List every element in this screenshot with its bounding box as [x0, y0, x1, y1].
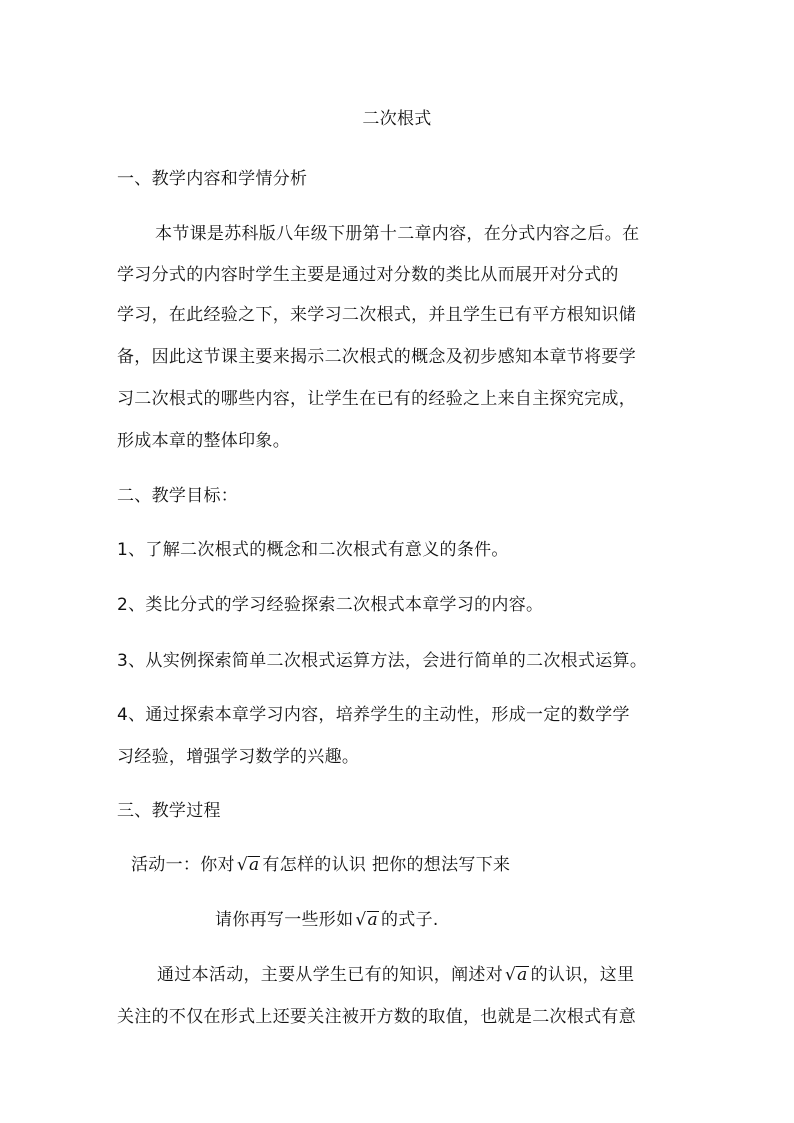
activity-1-text-after: 有怎样的认识 把你的想法写下来: [262, 855, 511, 875]
activity-1-line: [131, 850, 510, 875]
section-heading-1: 一、教学内容和学情分析: [117, 169, 308, 189]
activity-1-text-before: 活动一：你对: [131, 855, 235, 875]
goal-item: 4、通过探索本章学习内容，培养学生的主动性，形成一定的数学学: [117, 705, 630, 725]
sqrt-a-expression: √a: [236, 855, 260, 875]
section-heading-2: 二、教学目标：: [117, 486, 239, 506]
sqrt-a-expression: √a: [505, 965, 528, 985]
paragraph-line: 本节课是苏科版八年级下册第十二章内容，在分式内容之后。在: [155, 224, 640, 244]
paragraph-line: 学习分式的内容时学生主要是通过对分数的类比从而展开对分式的: [117, 265, 619, 285]
sqrt-a-expression: √a: [355, 910, 378, 930]
goal-item: 3、从实例探索简单二次根式运算方法，会进行简单的二次根式运算。: [117, 651, 648, 671]
paragraph-line: 习二次根式的哪些内容，让学生在已有的经验之上来自主探究完成，: [117, 389, 636, 409]
section-heading-3: 三、教学过程: [117, 801, 221, 821]
paragraph-line: [157, 960, 634, 985]
paragraph-line: 学习，在此经验之下，来学习二次根式，并且学生已有平方根知识储: [117, 305, 636, 325]
prompt-text-after: 的式子.: [380, 910, 439, 930]
paragraph-line: 关注的不仅在形式上还要关注被开方数的取值，也就是二次根式有意: [117, 1007, 636, 1027]
paragraph-line: 形成本章的整体印象。: [117, 431, 290, 451]
prompt-text-before: 请你再写一些形如: [215, 910, 354, 930]
para2-text-after: 的认识，这里: [530, 965, 635, 985]
goal-item: 习经验，增强学习数学的兴趣。: [117, 747, 360, 767]
prompt-line: [215, 905, 439, 930]
goal-item: 2、类比分式的学习经验探索二次根式本章学习的内容。: [117, 595, 544, 615]
page-title: 二次根式: [362, 109, 432, 129]
goal-item: 1、了解二次根式的概念和二次根式有意义的条件。: [117, 540, 509, 560]
paragraph-line: 备，因此这节课主要来揭示二次根式的概念及初步感知本章节将要学: [117, 347, 636, 367]
para2-text-before: 通过本活动，主要从学生已有的知识，阐述对: [157, 965, 503, 985]
